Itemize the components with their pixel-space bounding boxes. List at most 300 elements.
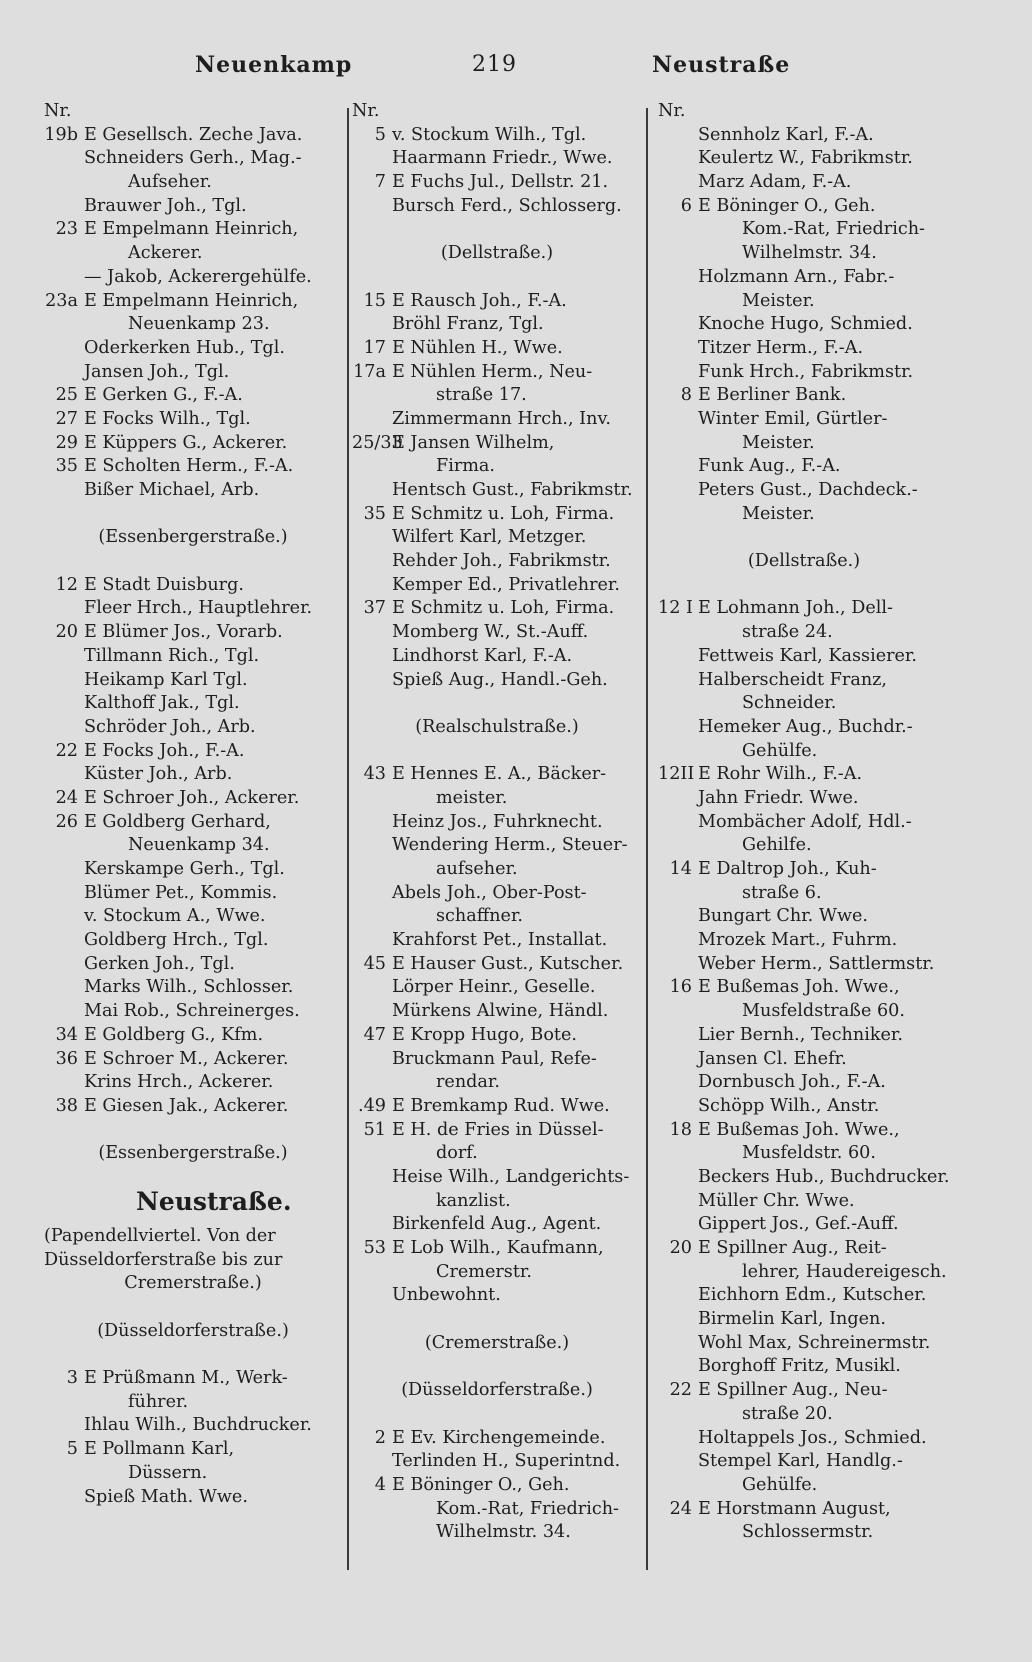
wrapped-line bbox=[658, 621, 950, 645]
line-text: Terlinden H., Superintnd. bbox=[392, 1451, 621, 1472]
resident-text: E Lob Wilh., Kaufmann, bbox=[392, 1238, 604, 1258]
line-text: Holtappels Jos., Schmied. bbox=[698, 1427, 927, 1448]
wrapped-line bbox=[44, 1462, 342, 1486]
house-number: 17 bbox=[363, 337, 386, 358]
resident-text: E Schmitz u. Loh, Firma. bbox=[392, 598, 615, 619]
line-text: Ackerer. bbox=[128, 243, 203, 264]
column-heading bbox=[44, 100, 342, 124]
house-number: 53 bbox=[363, 1238, 386, 1258]
resident-line bbox=[658, 1284, 950, 1308]
line-text: straße 24. bbox=[742, 622, 833, 643]
directory-entry bbox=[44, 811, 342, 835]
resident-line bbox=[352, 574, 642, 598]
note-line bbox=[44, 1249, 342, 1273]
line-text: kanzlist. bbox=[436, 1190, 511, 1211]
line-text: Kemper Ed., Privatlehrer. bbox=[392, 574, 620, 595]
line-text: Dornbusch Joh., F.-A. bbox=[698, 1072, 886, 1093]
line-text: Wilfert Karl, Metzger. bbox=[392, 527, 587, 548]
line-text: Eichhorn Edm., Kutscher. bbox=[698, 1285, 927, 1306]
resident-text: E Gesellsch. Zeche Java. bbox=[84, 124, 303, 145]
directory-entry bbox=[44, 787, 342, 811]
resident-text: E Hauser Gust., Kutscher. bbox=[392, 953, 624, 974]
line-text: Wendering Herm., Steuer- bbox=[392, 835, 628, 856]
wrapped-line bbox=[658, 1474, 950, 1498]
wrapped-line bbox=[658, 1521, 950, 1545]
line-text: — Jakob, Ackerergehülfe. bbox=[84, 266, 312, 287]
wrapped-line bbox=[352, 1261, 642, 1285]
spacer bbox=[352, 266, 642, 290]
line-text: Blümer Pet., Kommis. bbox=[84, 882, 278, 903]
resident-line bbox=[352, 408, 642, 432]
resident-text: E Lohmann Joh., Dell- bbox=[698, 598, 893, 619]
resident-text: E Spillner Aug., Reit- bbox=[698, 1238, 887, 1258]
resident-text: E Jansen Wilhelm, bbox=[392, 432, 555, 453]
line-text: Borghoff Fritz, Musikl. bbox=[698, 1356, 901, 1377]
resident-text: E Goldberg Gerhard, bbox=[84, 811, 271, 832]
line-text: Birkenfeld Aug., Agent. bbox=[392, 1214, 602, 1235]
directory-entry bbox=[44, 1048, 342, 1072]
directory-entry bbox=[352, 337, 642, 361]
directory-entry bbox=[658, 976, 950, 1000]
resident-line bbox=[352, 1450, 642, 1474]
line-text: Firma. bbox=[436, 456, 496, 477]
column-heading bbox=[352, 100, 642, 124]
directory-entry bbox=[352, 361, 642, 385]
resident-text: E Bremkamp Rud. Wwe. bbox=[392, 1095, 610, 1116]
house-number: 25/33 bbox=[352, 432, 403, 453]
directory-entry bbox=[44, 432, 342, 456]
line-text: Jansen Cl. Ehefr. bbox=[698, 1048, 847, 1069]
house-number: 18 bbox=[669, 1119, 692, 1140]
directory-entry bbox=[352, 124, 642, 148]
line-text: Cremerstraße.) bbox=[124, 1273, 262, 1294]
house-number: 24 bbox=[669, 1498, 692, 1519]
line-text: Zimmermann Hrch., Inv. bbox=[392, 408, 611, 429]
wrapped-line bbox=[44, 834, 342, 858]
directory-entry bbox=[44, 1438, 342, 1462]
resident-line bbox=[658, 1024, 950, 1048]
line-text: Meister. bbox=[742, 290, 815, 311]
resident-line bbox=[352, 929, 642, 953]
wrapped-line bbox=[352, 455, 642, 479]
line-text: Haarmann Friedr., Wwe. bbox=[392, 148, 613, 169]
line-text: (Dellstraße.) bbox=[440, 243, 554, 264]
directory-entry bbox=[352, 953, 642, 977]
directory-entry bbox=[44, 124, 342, 148]
line-text: schaffner. bbox=[436, 906, 524, 927]
wrapped-line bbox=[352, 858, 642, 882]
resident-line bbox=[658, 266, 950, 290]
directory-entry bbox=[658, 1119, 950, 1143]
line-text: Beckers Hub., Buchdrucker. bbox=[698, 1166, 950, 1187]
line-text: Ihlau Wilh., Buchdrucker. bbox=[84, 1415, 312, 1436]
resident-line bbox=[658, 147, 950, 171]
resident-text: E Bußemas Joh. Wwe., bbox=[698, 1119, 900, 1140]
spacer bbox=[352, 218, 642, 242]
cross-street-heading bbox=[352, 242, 642, 266]
resident-line bbox=[658, 1190, 950, 1214]
line-text: Tillmann Rich., Tgl. bbox=[84, 645, 260, 666]
spacer bbox=[352, 740, 642, 764]
line-text: Meister. bbox=[742, 432, 815, 453]
spacer bbox=[352, 1308, 642, 1332]
house-number: 37 bbox=[363, 598, 386, 619]
house-number: 23 bbox=[55, 219, 78, 240]
house-number: 20 bbox=[55, 622, 78, 643]
resident-line bbox=[658, 929, 950, 953]
resident-line bbox=[658, 811, 950, 835]
line-text: (Cremerstraße.) bbox=[424, 1332, 570, 1353]
line-text: (Essenbergerstraße.) bbox=[98, 527, 288, 548]
line-text: Fettweis Karl, Kassierer. bbox=[698, 645, 917, 666]
cross-street-heading bbox=[352, 1332, 642, 1356]
page-number: 219 bbox=[472, 52, 517, 77]
resident-line bbox=[658, 408, 950, 432]
line-text: meister. bbox=[436, 787, 508, 808]
directory-entry bbox=[658, 597, 950, 621]
resident-line bbox=[352, 1213, 642, 1237]
resident-line bbox=[352, 1048, 642, 1072]
resident-text: E Rausch Joh., F.-A. bbox=[392, 290, 567, 311]
resident-text: E Empelmann Heinrich, bbox=[84, 219, 299, 240]
wrapped-line bbox=[352, 1142, 642, 1166]
column-heading bbox=[658, 100, 950, 124]
house-number: 25 bbox=[55, 385, 78, 406]
wrapped-line bbox=[658, 1261, 950, 1285]
resident-text: E Focks Wilh., Tgl. bbox=[84, 408, 251, 429]
resident-text: E Stadt Duisburg. bbox=[84, 574, 244, 595]
line-text: Kom.-Rat, Friedrich- bbox=[742, 219, 925, 240]
line-text: Schneider. bbox=[742, 693, 837, 714]
wrapped-line bbox=[352, 1498, 642, 1522]
line-text: Kom.-Rat, Friedrich- bbox=[436, 1498, 619, 1519]
line-text: lehrer, Haudereigesch. bbox=[742, 1261, 947, 1282]
house-number: 36 bbox=[55, 1048, 78, 1069]
wrapped-line bbox=[44, 1391, 342, 1415]
resident-text: E Pollmann Karl, bbox=[84, 1439, 235, 1460]
resident-text: v. Stockum Wilh., Tgl. bbox=[392, 124, 587, 145]
house-number: 22 bbox=[669, 1380, 692, 1401]
directory-entry bbox=[44, 384, 342, 408]
house-number: 23a bbox=[45, 290, 78, 311]
house-number: 15 bbox=[363, 290, 386, 311]
line-text: dorf. bbox=[436, 1143, 478, 1164]
line-text: Wilhelmstr. 34. bbox=[742, 243, 877, 264]
running-header bbox=[0, 52, 1032, 92]
wrapped-line bbox=[658, 503, 950, 527]
line-text: Musfeldstr. 60. bbox=[742, 1143, 876, 1164]
line-text: Müller Chr. Wwe. bbox=[698, 1190, 855, 1211]
resident-line bbox=[352, 526, 642, 550]
resident-line bbox=[352, 645, 642, 669]
resident-text: E Hennes E. A., Bäcker- bbox=[392, 764, 607, 785]
directory-entry bbox=[44, 740, 342, 764]
line-text: Brauwer Joh., Tgl. bbox=[84, 195, 247, 216]
resident-line bbox=[658, 1450, 950, 1474]
house-number: 51 bbox=[363, 1119, 386, 1140]
line-text: Heikamp Karl Tgl. bbox=[84, 669, 248, 690]
column-rule-1 bbox=[347, 108, 349, 1570]
directory-entry bbox=[352, 171, 642, 195]
line-text: Musfeldstraße 60. bbox=[742, 1001, 905, 1022]
line-text: Jansen Joh., Tgl. bbox=[84, 361, 230, 382]
line-text: Gippert Jos., Gef.-Auff. bbox=[698, 1214, 899, 1235]
wrapped-line bbox=[352, 1071, 642, 1095]
line-text: straße 20. bbox=[742, 1403, 833, 1424]
directory-entry bbox=[352, 432, 642, 456]
line-text: Gehülfe. bbox=[742, 1474, 818, 1495]
spacer bbox=[658, 574, 950, 598]
line-text: Krins Hrch., Ackerer. bbox=[84, 1072, 274, 1093]
spacer bbox=[44, 1296, 342, 1320]
header-left-title: Neuenkamp bbox=[195, 52, 353, 78]
directory-entry bbox=[44, 621, 342, 645]
line-text: Heinz Jos., Fuhrknecht. bbox=[392, 811, 603, 832]
wrapped-line bbox=[658, 218, 950, 242]
spacer bbox=[352, 1403, 642, 1427]
resident-line bbox=[352, 1166, 642, 1190]
resident-text: E Prüßmann M., Werk- bbox=[84, 1368, 288, 1389]
resident-text: E Schroer Joh., Ackerer. bbox=[84, 787, 300, 808]
line-text: Halberscheidt Franz, bbox=[698, 669, 888, 690]
line-text: Küster Joh., Arb. bbox=[84, 764, 233, 785]
resident-text: E Bußemas Joh. Wwe., bbox=[698, 977, 900, 998]
house-number: 29 bbox=[55, 432, 78, 453]
line-text: Gerken Joh., Tgl. bbox=[84, 953, 235, 974]
line-text: Meister. bbox=[742, 503, 815, 524]
resident-line bbox=[44, 692, 342, 716]
directory-entry bbox=[352, 290, 642, 314]
resident-line bbox=[658, 455, 950, 479]
line-text: Schlossermstr. bbox=[742, 1522, 874, 1543]
directory-entry bbox=[352, 1237, 642, 1261]
resident-line bbox=[44, 479, 342, 503]
line-text: Wohl Max, Schreinermstr. bbox=[698, 1332, 931, 1353]
header-right-title: Neustraße bbox=[652, 52, 791, 78]
wrapped-line bbox=[658, 1403, 950, 1427]
resident-line bbox=[44, 645, 342, 669]
resident-line bbox=[658, 1095, 950, 1119]
resident-text: E Focks Joh., F.-A. bbox=[84, 740, 245, 761]
wrapped-line bbox=[44, 242, 342, 266]
line-text: (Realschulstraße.) bbox=[415, 716, 579, 737]
resident-text: E Empelmann Heinrich, bbox=[84, 290, 299, 311]
line-text: Mrozek Mart., Fuhrm. bbox=[698, 930, 898, 951]
line-text: Bungart Chr. Wwe. bbox=[698, 906, 869, 927]
resident-text: E Berliner Bank. bbox=[698, 385, 847, 406]
resident-line bbox=[44, 1486, 342, 1510]
line-text: Gehilfe. bbox=[742, 835, 812, 856]
resident-text: E Daltrop Joh., Kuh- bbox=[698, 859, 877, 879]
street-title: Neustraße. bbox=[136, 1186, 292, 1216]
resident-text: E Goldberg G., Kfm. bbox=[84, 1024, 264, 1045]
line-text: Rehder Joh., Fabrikmstr. bbox=[392, 551, 611, 572]
note-line bbox=[44, 1225, 342, 1249]
resident-line bbox=[658, 716, 950, 740]
resident-line bbox=[352, 313, 642, 337]
directory-entry bbox=[44, 574, 342, 598]
resident-text: E Scholten Herm., F.-A. bbox=[84, 456, 294, 477]
resident-line bbox=[44, 147, 342, 171]
line-text: Goldberg Hrch., Tgl. bbox=[84, 930, 269, 951]
house-number: 45 bbox=[363, 953, 386, 974]
directory-entry bbox=[44, 455, 342, 479]
house-number: 27 bbox=[55, 408, 78, 429]
line-text: (Düsseldorferstraße.) bbox=[97, 1320, 289, 1341]
house-number: 35 bbox=[363, 503, 386, 524]
resident-line bbox=[352, 811, 642, 835]
resident-line bbox=[44, 669, 342, 693]
line-text: Schöpp Wilh., Anstr. bbox=[698, 1095, 880, 1116]
wrapped-line bbox=[658, 290, 950, 314]
line-text: Abels Joh., Ober-Post- bbox=[392, 882, 587, 903]
resident-text: E Blümer Jos., Vorarb. bbox=[84, 622, 283, 643]
line-text: Spieß Aug., Handl.-Geh. bbox=[392, 669, 608, 690]
resident-text: E Böninger O., Geh. bbox=[392, 1474, 570, 1495]
resident-line bbox=[658, 361, 950, 385]
resident-text: E Schmitz u. Loh, Firma. bbox=[392, 503, 615, 524]
line-text: Keulertz W., Fabrikmstr. bbox=[698, 148, 913, 169]
house-number: 7 bbox=[374, 172, 386, 193]
line-text: Lindhorst Karl, F.-A. bbox=[392, 645, 573, 666]
line-text: (Dellstraße.) bbox=[747, 551, 861, 572]
line-text: Schröder Joh., Arb. bbox=[84, 716, 256, 737]
directory-entry bbox=[352, 763, 642, 787]
line-text: v. Stockum A., Wwe. bbox=[84, 906, 266, 927]
resident-line bbox=[658, 645, 950, 669]
house-number: 5 bbox=[374, 124, 386, 145]
resident-line bbox=[44, 597, 342, 621]
spacer bbox=[352, 1355, 642, 1379]
resident-line bbox=[658, 1048, 950, 1072]
wrapped-line bbox=[658, 692, 950, 716]
resident-line bbox=[352, 550, 642, 574]
line-text: Kerskampe Gerh., Tgl. bbox=[84, 859, 285, 879]
resident-text: E Ev. Kirchengemeinde. bbox=[392, 1427, 606, 1448]
resident-line bbox=[658, 1166, 950, 1190]
line-text: (Essenbergerstraße.) bbox=[98, 1143, 288, 1164]
resident-text: E Küppers G., Ackerer. bbox=[84, 432, 288, 453]
directory-entry bbox=[658, 858, 950, 882]
directory-entry bbox=[352, 1427, 642, 1451]
house-number: 19b bbox=[44, 124, 78, 145]
resident-line bbox=[44, 763, 342, 787]
directory-entry bbox=[658, 763, 950, 787]
column-3 bbox=[658, 100, 950, 1545]
line-text: Bursch Ferd., Schlosserg. bbox=[392, 195, 622, 216]
resident-line bbox=[352, 195, 642, 219]
line-text: (Düsseldorferstraße.) bbox=[401, 1380, 593, 1401]
line-text: Mürkens Alwine, Händl. bbox=[392, 1001, 609, 1022]
line-text: Mombächer Adolf, Hdl.- bbox=[698, 811, 912, 832]
line-text: Kalthoff Jak., Tgl. bbox=[84, 693, 240, 714]
spacer bbox=[44, 503, 342, 527]
cross-street-heading bbox=[352, 716, 642, 740]
resident-line bbox=[352, 976, 642, 1000]
wrapped-line bbox=[658, 834, 950, 858]
directory-entry bbox=[658, 1237, 950, 1261]
house-number: .49 bbox=[358, 1095, 386, 1116]
resident-text: E Böninger O., Geh. bbox=[698, 195, 876, 216]
line-text: Momberg W., St.-Auff. bbox=[392, 622, 589, 643]
spacer bbox=[44, 550, 342, 574]
directory-entry bbox=[658, 1498, 950, 1522]
resident-text: E Horstmann August, bbox=[698, 1498, 891, 1519]
line-text: straße 6. bbox=[742, 882, 822, 903]
resident-line bbox=[352, 147, 642, 171]
line-text: Hentsch Gust., Fabrikmstr. bbox=[392, 480, 633, 500]
resident-line bbox=[658, 1332, 950, 1356]
directory-entry bbox=[44, 1024, 342, 1048]
resident-line bbox=[44, 882, 342, 906]
resident-line bbox=[658, 337, 950, 361]
house-number: 47 bbox=[363, 1024, 386, 1045]
wrapped-line bbox=[658, 1142, 950, 1166]
directory-entry bbox=[352, 597, 642, 621]
house-number: 38 bbox=[55, 1095, 78, 1116]
line-text: Winter Emil, Gürtler- bbox=[698, 408, 888, 429]
resident-line bbox=[352, 621, 642, 645]
resident-line bbox=[44, 976, 342, 1000]
house-number: 14 bbox=[669, 859, 692, 879]
line-text: Cremerstr. bbox=[436, 1261, 532, 1282]
line-text: Funk Aug., F.-A. bbox=[698, 456, 841, 477]
directory-entry bbox=[352, 1095, 642, 1119]
cross-street-heading bbox=[44, 1320, 342, 1344]
line-text: Titzer Herm., F.-A. bbox=[698, 337, 864, 358]
resident-line bbox=[44, 858, 342, 882]
resident-text: E Gerken G., F.-A. bbox=[84, 385, 243, 406]
resident-line bbox=[352, 882, 642, 906]
house-number: 2 bbox=[374, 1427, 386, 1448]
house-number: 20 bbox=[669, 1238, 692, 1258]
line-text: (Papendellviertel. Von der bbox=[44, 1225, 276, 1246]
resident-text: E Giesen Jak., Ackerer. bbox=[84, 1095, 289, 1116]
line-text: Sennholz Karl, F.-A. bbox=[698, 124, 874, 145]
house-number: 16 bbox=[669, 977, 692, 998]
line-text: Lörper Heinr., Geselle. bbox=[392, 977, 596, 998]
line-text: Bißer Michael, Arb. bbox=[84, 480, 260, 500]
wrapped-line bbox=[44, 313, 342, 337]
resident-line bbox=[44, 337, 342, 361]
cross-street-heading bbox=[352, 1379, 642, 1403]
line-text: Nr. bbox=[658, 101, 686, 121]
wrapped-line bbox=[658, 432, 950, 456]
resident-line bbox=[658, 1308, 950, 1332]
resident-line bbox=[352, 479, 642, 503]
house-number: 8 bbox=[680, 385, 692, 406]
wrapped-line bbox=[352, 787, 642, 811]
house-number: 12 I bbox=[658, 598, 693, 619]
line-text: Spieß Math. Wwe. bbox=[84, 1486, 248, 1507]
resident-text: E Schroer M., Ackerer. bbox=[84, 1048, 289, 1069]
line-text: straße 17. bbox=[436, 385, 527, 406]
resident-line bbox=[44, 1000, 342, 1024]
line-text: Bruckmann Paul, Refe- bbox=[392, 1048, 597, 1069]
line-text: Fleer Hrch., Hauptlehrer. bbox=[84, 598, 313, 619]
resident-text: E Rohr Wilh., F.-A. bbox=[698, 764, 863, 785]
line-text: Stempel Karl, Handlg.- bbox=[698, 1451, 903, 1472]
line-text: Lier Bernh., Techniker. bbox=[698, 1024, 903, 1045]
house-number: 12 bbox=[55, 574, 78, 595]
spacer bbox=[658, 526, 950, 550]
resident-line bbox=[658, 1355, 950, 1379]
line-text: Holzmann Arn., Fabr.- bbox=[698, 266, 895, 287]
line-text: Nr. bbox=[44, 101, 72, 121]
wrapped-line bbox=[352, 1190, 642, 1214]
resident-line bbox=[44, 266, 342, 290]
resident-text: E H. de Fries in Düssel- bbox=[392, 1119, 604, 1140]
